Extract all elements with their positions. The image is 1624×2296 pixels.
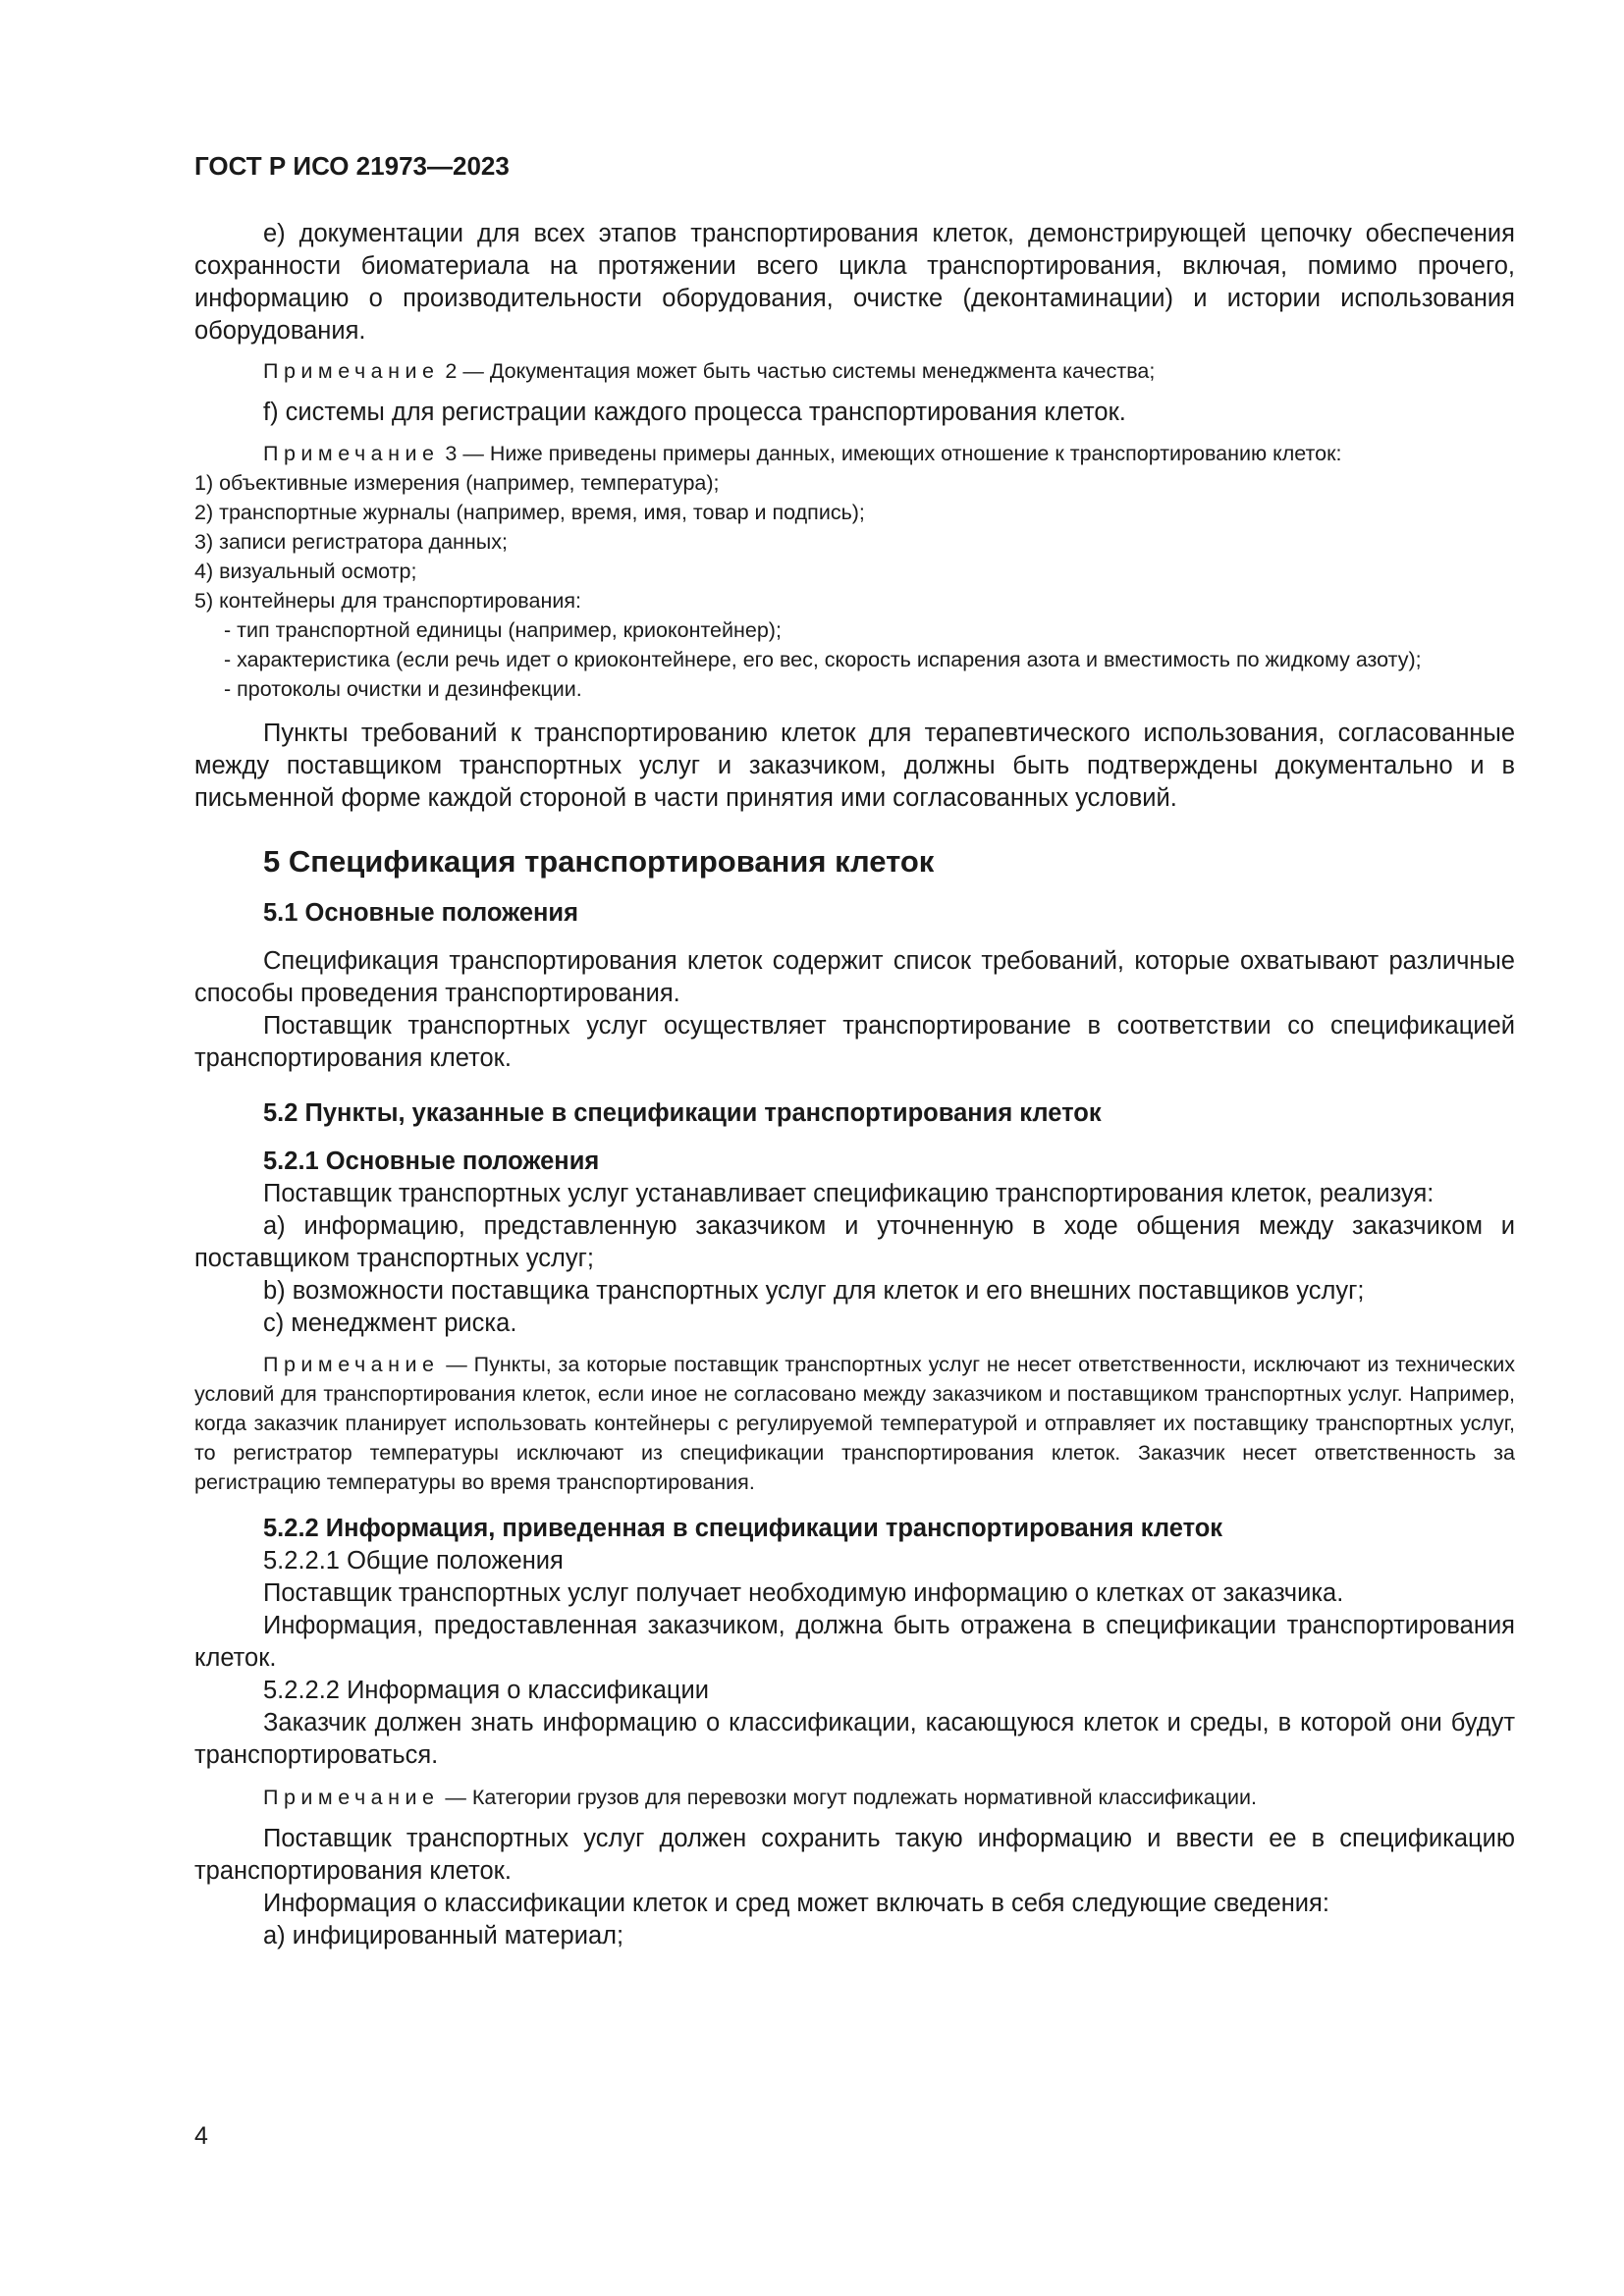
note-3-intro: [194, 439, 1515, 468]
list-item: 4) визуальный осмотр;: [194, 560, 417, 583]
document-body: [194, 218, 1515, 1952]
section-5-2-2-1-paragraph: Поставщик транспортных услуг получает необходимую информацию о клетках от заказчика.: [263, 1579, 1344, 1607]
section-5-1-paragraph: Спецификация транспортирования клеток содержит список требований, которые охватывают различные способы проведения транспортирования.: [194, 947, 1515, 1007]
note-2: [194, 356, 1515, 386]
section-5-1-paragraph: Поставщик транспортных услуг осуществляет транспортирование в соответствии со спецификацией транспортирования клеток.: [194, 1012, 1515, 1072]
sub-list-item: - характеристика (если речь идет о криоконтейнере, его вес, скорость испарения азота и вместимость по жидкому азоту);: [224, 648, 1422, 671]
list-item-a: a) инфицированный материал;: [263, 1922, 624, 1949]
note-label: Примечание: [263, 1353, 440, 1376]
section-5-2-2-1-title: 5.2.2.1 Общие положения: [263, 1547, 564, 1575]
section-5-2-title: 5.2 Пункты, указанные в спецификации транспортирования клеток: [263, 1099, 1102, 1127]
section-5-2-2-2-title: 5.2.2.2 Информация о классификации: [263, 1677, 710, 1704]
document-header: ГОСТ Р ИСО 21973—2023: [194, 151, 510, 181]
section-5-2-1-title: 5.2.1 Основные положения: [263, 1148, 600, 1175]
list-item-c: c) менеджмент риска.: [263, 1309, 517, 1337]
list-item-b: b) возможности поставщика транспортных услуг для клеток и его внешних поставщиков услуг;: [263, 1277, 1365, 1305]
list-item: 1) объективные измерения (например, температура);: [194, 471, 720, 495]
section-5-2-1-note: [194, 1350, 1515, 1497]
section-5-2-2-2-note: [194, 1783, 1515, 1812]
sub-list-item: - протоколы очистки и дезинфекции.: [224, 677, 582, 701]
section-5-1-title: 5.1 Основные положения: [263, 899, 578, 927]
sub-list-item: - тип транспортной единицы (например, криоконтейнер);: [224, 618, 782, 642]
agreement-paragraph: Пункты требований к транспортированию клеток для терапевтического использования, согласованные между поставщиком транспортных услуг и заказчиком, должны быть подтверждены документально и в письменной форме каждой стороной в части принятия ими согласованных условий.: [194, 720, 1515, 812]
page-number: 4: [194, 2122, 208, 2150]
note-label: Примечание: [263, 1786, 440, 1809]
note-text: 3 — Ниже приведены примеры данных, имеющих отношение к транспортированию клеток:: [439, 442, 1342, 465]
section-5-2-2-title: 5.2.2 Информация, приведенная в спецификации транспортирования клеток: [263, 1515, 1223, 1542]
section-5-2-2-1-paragraph: Информация, предоставленная заказчиком, должна быть отражена в спецификации транспортирования клеток.: [194, 1612, 1515, 1672]
section-5-2-2-2-paragraph: Информация о классификации клеток и сред может включать в себя следующие сведения:: [263, 1890, 1329, 1917]
note-text: 2 — Документация может быть частью системы менеджмента качества;: [439, 359, 1156, 383]
section-5-2-1-paragraph: Поставщик транспортных услуг устанавливает спецификацию транспортирования клеток, реализуя:: [263, 1180, 1435, 1207]
section-5-2-2-2-paragraph: Заказчик должен знать информацию о классификации, касающуюся клеток и среды, в которой они будут транспортироваться.: [194, 1709, 1515, 1769]
note-3: [194, 439, 1515, 704]
list-item: 2) транспортные журналы (например, время, имя, товар и подпись);: [194, 501, 865, 524]
note-label: Примечание: [263, 442, 440, 465]
note-label: Примечание: [263, 359, 440, 383]
list-item: 5) контейнеры для транспортирования:: [194, 589, 581, 613]
section-5-title: 5 Спецификация транспортирования клеток: [263, 844, 935, 879]
list-item-a: a) информацию, представленную заказчиком и уточненную в ходе общения между заказчиком и поставщиком транспортных услуг;: [194, 1212, 1515, 1272]
item-f-paragraph: f) системы для регистрации каждого процесса транспортирования клеток.: [263, 399, 1126, 426]
section-5-2-2-2-paragraph: Поставщик транспортных услуг должен сохранить такую информацию и ввести ее в спецификацию транспортирования клеток.: [194, 1825, 1515, 1885]
note-text: — Категории грузов для перевозки могут подлежать нормативной классификации.: [439, 1786, 1258, 1809]
item-e-paragraph: e) документации для всех этапов транспортирования клеток, демонстрирующей цепочку обеспечения сохранности биоматериала на протяжении всего цикла транспортирования, включая, помимо прочего, информацию о производительности оборудования, очистке (деконтаминации) и истории использования оборудования.: [194, 220, 1515, 345]
list-item: 3) записи регистратора данных;: [194, 530, 508, 554]
note-text: — Пункты, за которые поставщик транспортных услуг не несет ответственности, исключают из технических условий для транспортирования клеток, если иное не согласовано между заказчиком и поставщиком транспортных услуг. Например, когда заказчик планирует использовать контейнеры с регулируемой температурой и отправляет их поставщику транспортных услуг, то регистратор температуры исключают из спецификации транспортирования клеток. Заказчик несет ответственность за регистрацию температуры во время транспортирования.: [194, 1353, 1515, 1494]
